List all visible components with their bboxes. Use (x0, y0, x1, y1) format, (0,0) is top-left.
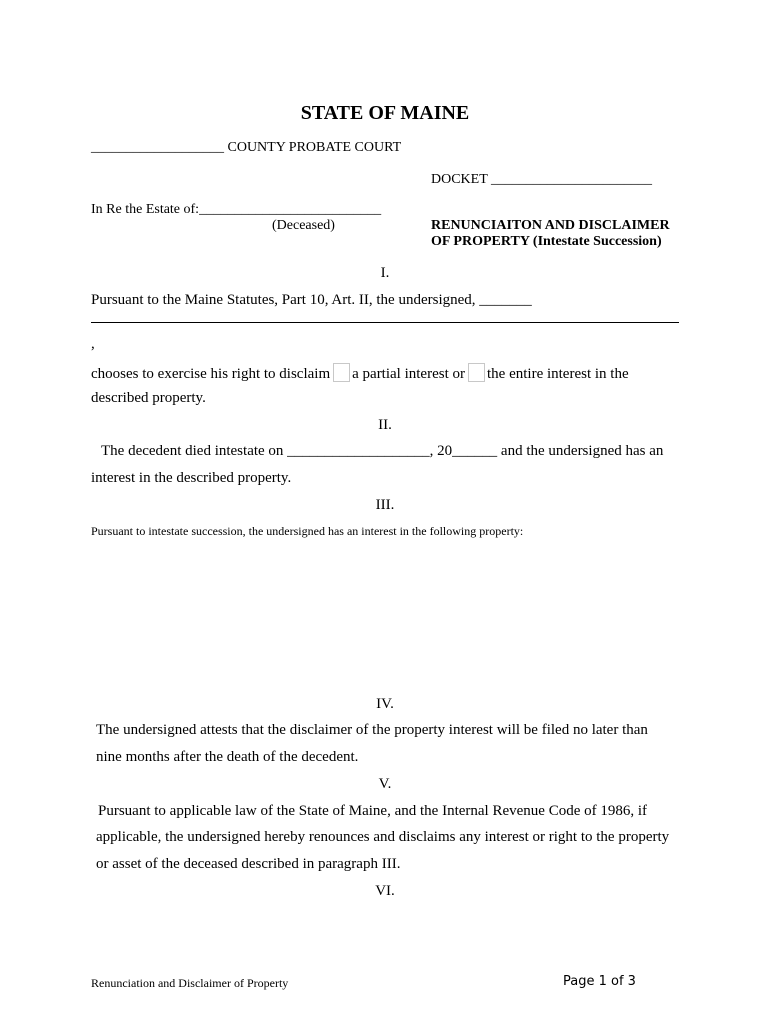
partial-interest-checkbox[interactable] (333, 363, 350, 382)
section-v-line-3: or asset of the deceased described in paragraph III. (96, 856, 401, 872)
section-v-line-2: applicable, the undersigned hereby renounces and disclaims any interest or right to the property (96, 829, 670, 845)
county-court-line: ___________________ COUNTY PROBATE COURT (91, 140, 402, 155)
deceased-label: (Deceased) (272, 218, 335, 233)
section-numeral-ii: II. (378, 417, 392, 433)
entire-interest-label: the entire interest in the (487, 366, 629, 382)
section-v-line-1: Pursuant to applicable law of the State of Maine, and the Internal Revenue Code of 1986, if (98, 803, 648, 819)
entire-interest-checkbox[interactable] (468, 363, 485, 382)
section-i-line-4: described property. (91, 390, 206, 406)
section-ii-line-1: The decedent died intestate on ___________________, 20______ and the undersigned has an (101, 443, 664, 459)
estate-of-line: In Re the Estate of:__________________________ (91, 202, 382, 217)
section-numeral-vi: VI. (375, 883, 395, 899)
document-title-line-1: RENUNCIAITON AND DISCLAIMER (431, 218, 670, 233)
section-i-line-3 (91, 363, 629, 383)
section-i-comma: , (91, 336, 95, 352)
page-title: STATE OF MAINE (300, 102, 470, 124)
section-numeral-i: I. (380, 265, 390, 281)
blank-name-line (91, 322, 679, 323)
section-iii-line-1: Pursuant to intestate succession, the undersigned has an interest in the following property: (91, 524, 524, 538)
section-iv-line-1: The undersigned attests that the disclaimer of the property interest will be filed no later than (96, 722, 648, 738)
section-iv-line-2: nine months after the death of the decedent. (96, 749, 359, 765)
footer-document-name: Renunciation and Disclaimer of Property (91, 976, 289, 990)
section-ii-line-2: interest in the described property. (91, 470, 292, 486)
section-numeral-iv: IV. (376, 696, 394, 712)
section-numeral-iii: III. (375, 497, 395, 513)
disclaim-text: chooses to exercise his right to disclaim (91, 366, 331, 382)
partial-interest-label: a partial interest or (352, 366, 465, 382)
section-numeral-v: V. (378, 776, 392, 792)
section-i-line-1: Pursuant to the Maine Statutes, Part 10, Art. II, the undersigned, _______ (91, 292, 532, 308)
footer-page-number: Page 1 of 3 (563, 974, 636, 989)
docket-line: DOCKET _______________________ (431, 172, 653, 187)
document-title-line-2: OF PROPERTY (Intestate Succession) (431, 234, 662, 249)
